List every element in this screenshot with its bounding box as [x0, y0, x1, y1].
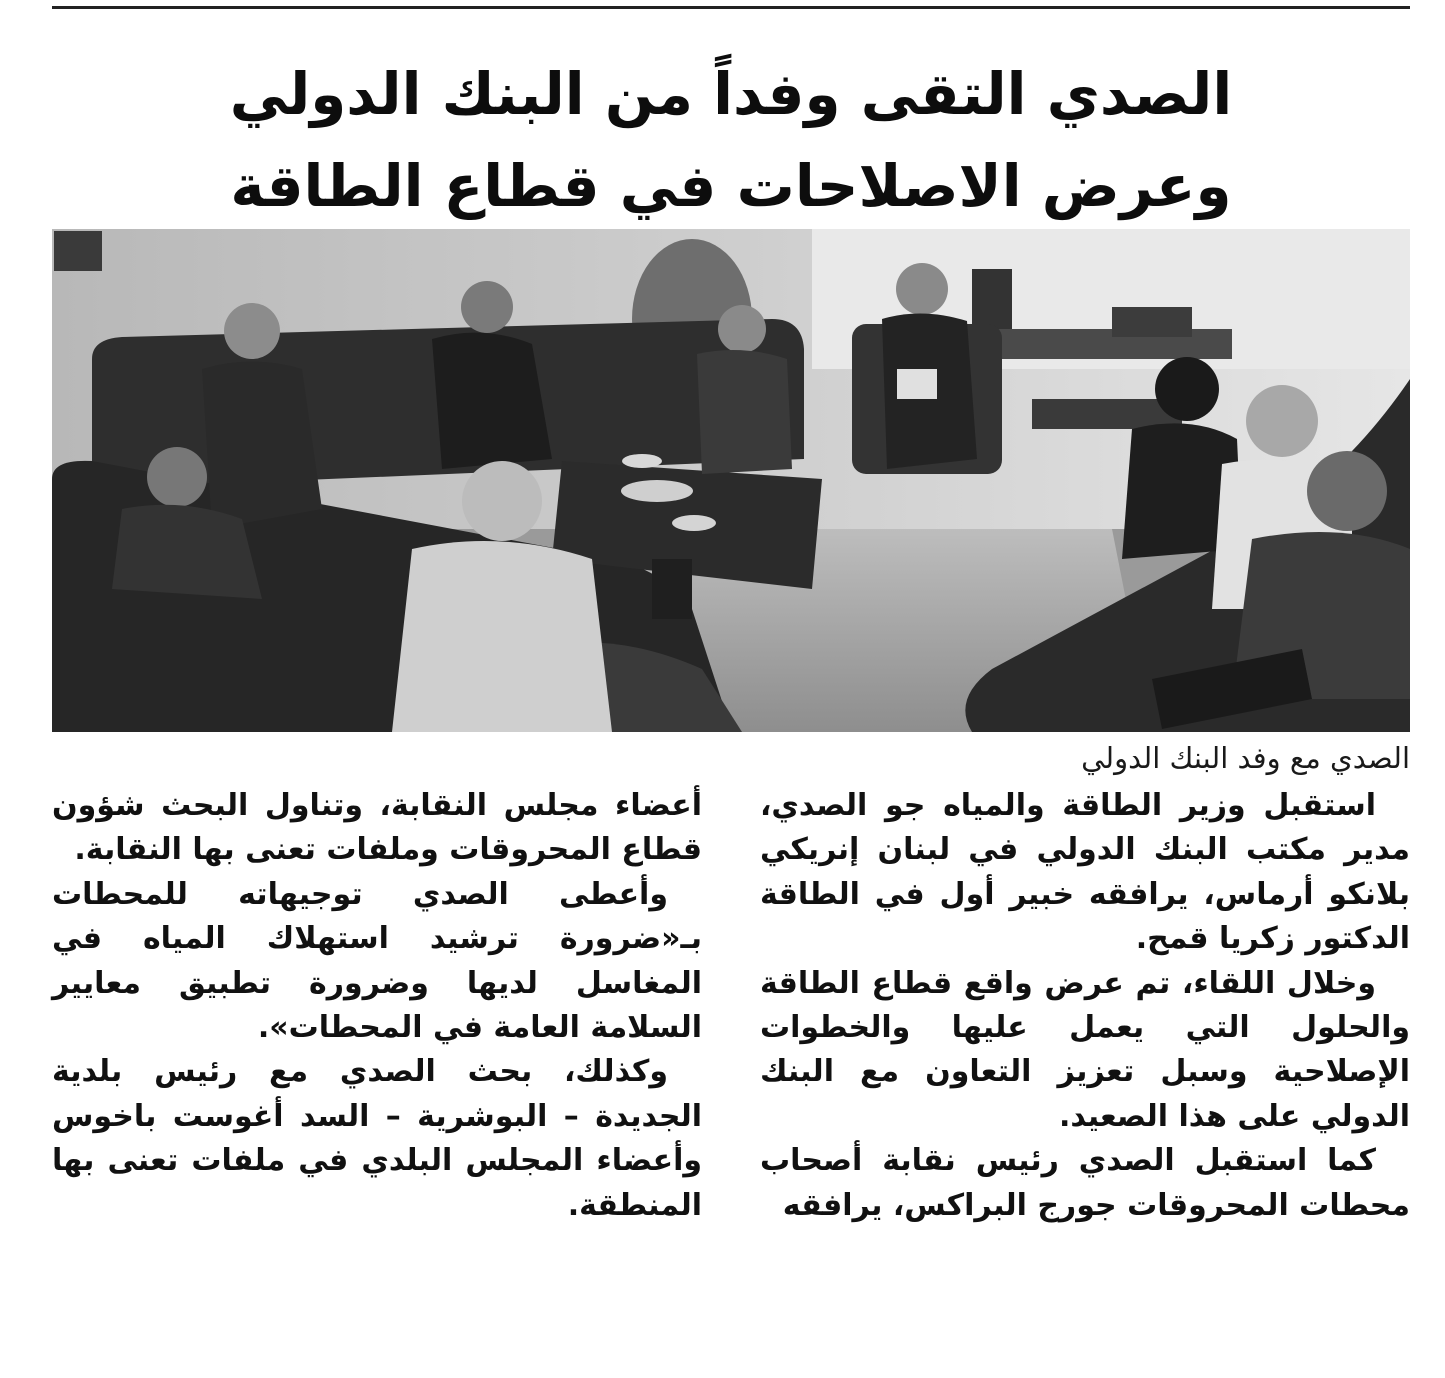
paragraph: أعضاء مجلس النقابة، وتناول البحث شؤون قطاع المحروقات وملفات تعنى بها النقابة.: [52, 788, 702, 868]
ashtray-3: [672, 515, 716, 531]
person-body: [697, 350, 792, 474]
photo-caption: الصدي مع وفد البنك الدولي: [1081, 741, 1410, 775]
paragraph: وكذلك، بحث الصدي مع رئيس بلدية الجديدة – البوشرية – السد أغوست باخوس وأعضاء المجلس البلدي في ملفات تعنى بها المنطقة.: [52, 1054, 702, 1223]
headline-line-1: الصدي التقى وفداً من البنك الدولي: [229, 60, 1233, 128]
monitor: [972, 269, 1012, 329]
person-head: [718, 305, 766, 353]
person-head: [1246, 385, 1318, 457]
person-body: [112, 505, 262, 599]
wall-frame: [54, 231, 102, 271]
person-head: [462, 461, 542, 541]
paper: [897, 369, 937, 399]
headline-line-2: وعرض الاصلاحات في قطاع الطاقة: [230, 152, 1232, 220]
paragraph: وأعطى الصدي توجيهاته للمحطات بـ«ضرورة ترشيد استهلاك المياه في المغاسل لديها وضرورة تطبيق معايير السلامة العامة في المحطات».: [52, 876, 702, 1046]
person-head: [896, 263, 948, 315]
office-chair: [1112, 307, 1192, 337]
paragraph: استقبل وزير الطاقة والمياه جو الصدي، مدير مكتب البنك الدولي في لبنان إنريكي بلانكو أرماس، يرافقه خبير أول في الطاقة الدكتور زكريا قمح.: [760, 788, 1410, 957]
person-body: [202, 362, 322, 530]
paragraph: كما استقبل الصدي رئيس نقابة أصحاب محطات المحروقات جورج البراكس، يرافقه: [760, 1143, 1410, 1223]
person-head: [224, 303, 280, 359]
person-head: [1155, 357, 1219, 421]
meeting-photo: [52, 229, 1410, 732]
paragraph: وخلال اللقاء، تم عرض واقع قطاع الطاقة والحلول التي يعمل عليها والخطوات الإصلاحية وسبل تعزيز التعاون مع البنك الدولي على هذا الصعيد.: [760, 965, 1410, 1134]
ashtray-1: [621, 480, 693, 502]
top-rule: [52, 6, 1410, 9]
person-body: [392, 541, 612, 732]
table-leg: [652, 559, 692, 619]
person-head: [147, 447, 207, 507]
person-head: [461, 281, 513, 333]
meeting-photo-illustration: [52, 229, 1410, 732]
person-head: [1307, 451, 1387, 531]
text-column-left: [52, 784, 702, 1228]
headline: [52, 48, 1410, 232]
ashtray-2: [622, 454, 662, 468]
text-column-right: [760, 784, 1410, 1228]
